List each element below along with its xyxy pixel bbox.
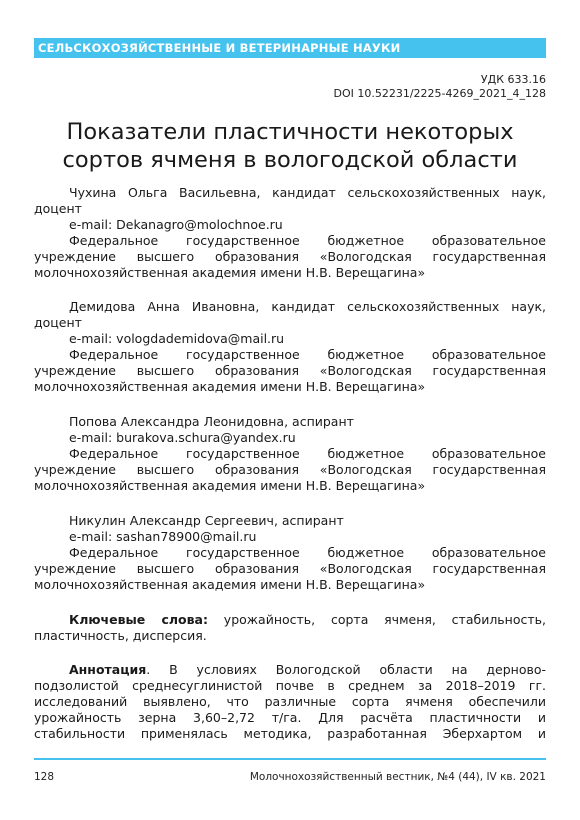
- title-line-1: Показатели пластичности некоторых: [66, 119, 514, 145]
- keywords-text: урожайность, сорта ячменя, стабильность,: [223, 612, 546, 627]
- author-email: e-mail: vologdademidova@mail.ru: [69, 331, 285, 346]
- abstract-text: . В условиях Вологодской области на дерново-: [146, 662, 546, 677]
- author-name: Никулин Александр Сергеевич, аспирант: [69, 513, 344, 528]
- author-affiliation: Федеральное государственное бюджетное образовательное: [69, 545, 546, 560]
- author-name: Демидова Анна Ивановна, кандидат сельскохозяйственных наук,: [69, 299, 546, 314]
- author-affiliation: Федеральное государственное бюджетное образовательное: [69, 446, 546, 461]
- author-degree: доцент: [34, 315, 82, 330]
- author-name: Попова Александра Леонидовна, аспирант: [69, 414, 354, 429]
- author-affiliation: учреждение высшего образования «Вологодская государственная: [34, 363, 546, 378]
- abstract-label: Аннотация: [69, 662, 147, 677]
- title-line-2: сортов ячменя в вологодской области: [62, 147, 518, 173]
- author-affiliation: молочнохозяйственная академия имени Н.В. Верещагина»: [34, 478, 426, 493]
- author-affiliation: Федеральное государственное бюджетное образовательное: [69, 347, 546, 362]
- doi: DOI 10.52231/2225-4269_2021_4_128: [333, 87, 546, 100]
- section-header: СЕЛЬСКОХОЗЯЙСТВЕННЫЕ И ВЕТЕРИНАРНЫЕ НАУКИ: [34, 38, 546, 58]
- abstract-text: подзолистой среднесуглинистой почве в среднем за 2018–2019 гг.: [34, 678, 546, 693]
- author-name: Чухина Ольга Васильевна, кандидат сельскохозяйственных наук,: [69, 185, 546, 200]
- keywords-text: пластичность, дисперсия.: [34, 628, 207, 643]
- author-affiliation: молочнохозяйственная академия имени Н.В. Верещагина»: [34, 379, 426, 394]
- author-email: e-mail: Dekanagro@molochnoe.ru: [69, 217, 283, 232]
- author-affiliation: учреждение высшего образования «Вологодская государственная: [34, 561, 546, 576]
- article-title: [34, 118, 546, 174]
- abstract-text: стабильности применялась методика, разработанная Эберхартом и: [34, 726, 546, 741]
- author-email: e-mail: sashan78900@mail.ru: [69, 529, 257, 544]
- keywords-line: [69, 612, 546, 628]
- author-affiliation: учреждение высшего образования «Вологодская государственная: [34, 249, 546, 264]
- udk-code: УДК 633.16: [480, 73, 546, 86]
- journal-info: Молочнохозяйственный вестник, №4 (44), IV кв. 2021: [249, 771, 546, 783]
- author-email: e-mail: burakova.schura@yandex.ru: [69, 430, 296, 445]
- abstract-text: урожайность зерна 3,60–2,72 т/га. Для расчёта пластичности и: [34, 710, 546, 725]
- author-affiliation: учреждение высшего образования «Вологодская государственная: [34, 462, 546, 477]
- author-degree: доцент: [34, 201, 82, 216]
- page-number: 128: [34, 771, 55, 783]
- author-affiliation: молочнохозяйственная академия имени Н.В. Верещагина»: [34, 577, 426, 592]
- abstract-text: исследований выявлено, что различные сорта ячменя обеспечили: [34, 694, 546, 709]
- abstract-line: [69, 662, 546, 678]
- footer-divider: [34, 758, 546, 760]
- author-affiliation: Федеральное государственное бюджетное образовательное: [69, 233, 546, 248]
- author-affiliation: молочнохозяйственная академия имени Н.В. Верещагина»: [34, 265, 426, 280]
- keywords-label: Ключевые слова:: [69, 612, 208, 627]
